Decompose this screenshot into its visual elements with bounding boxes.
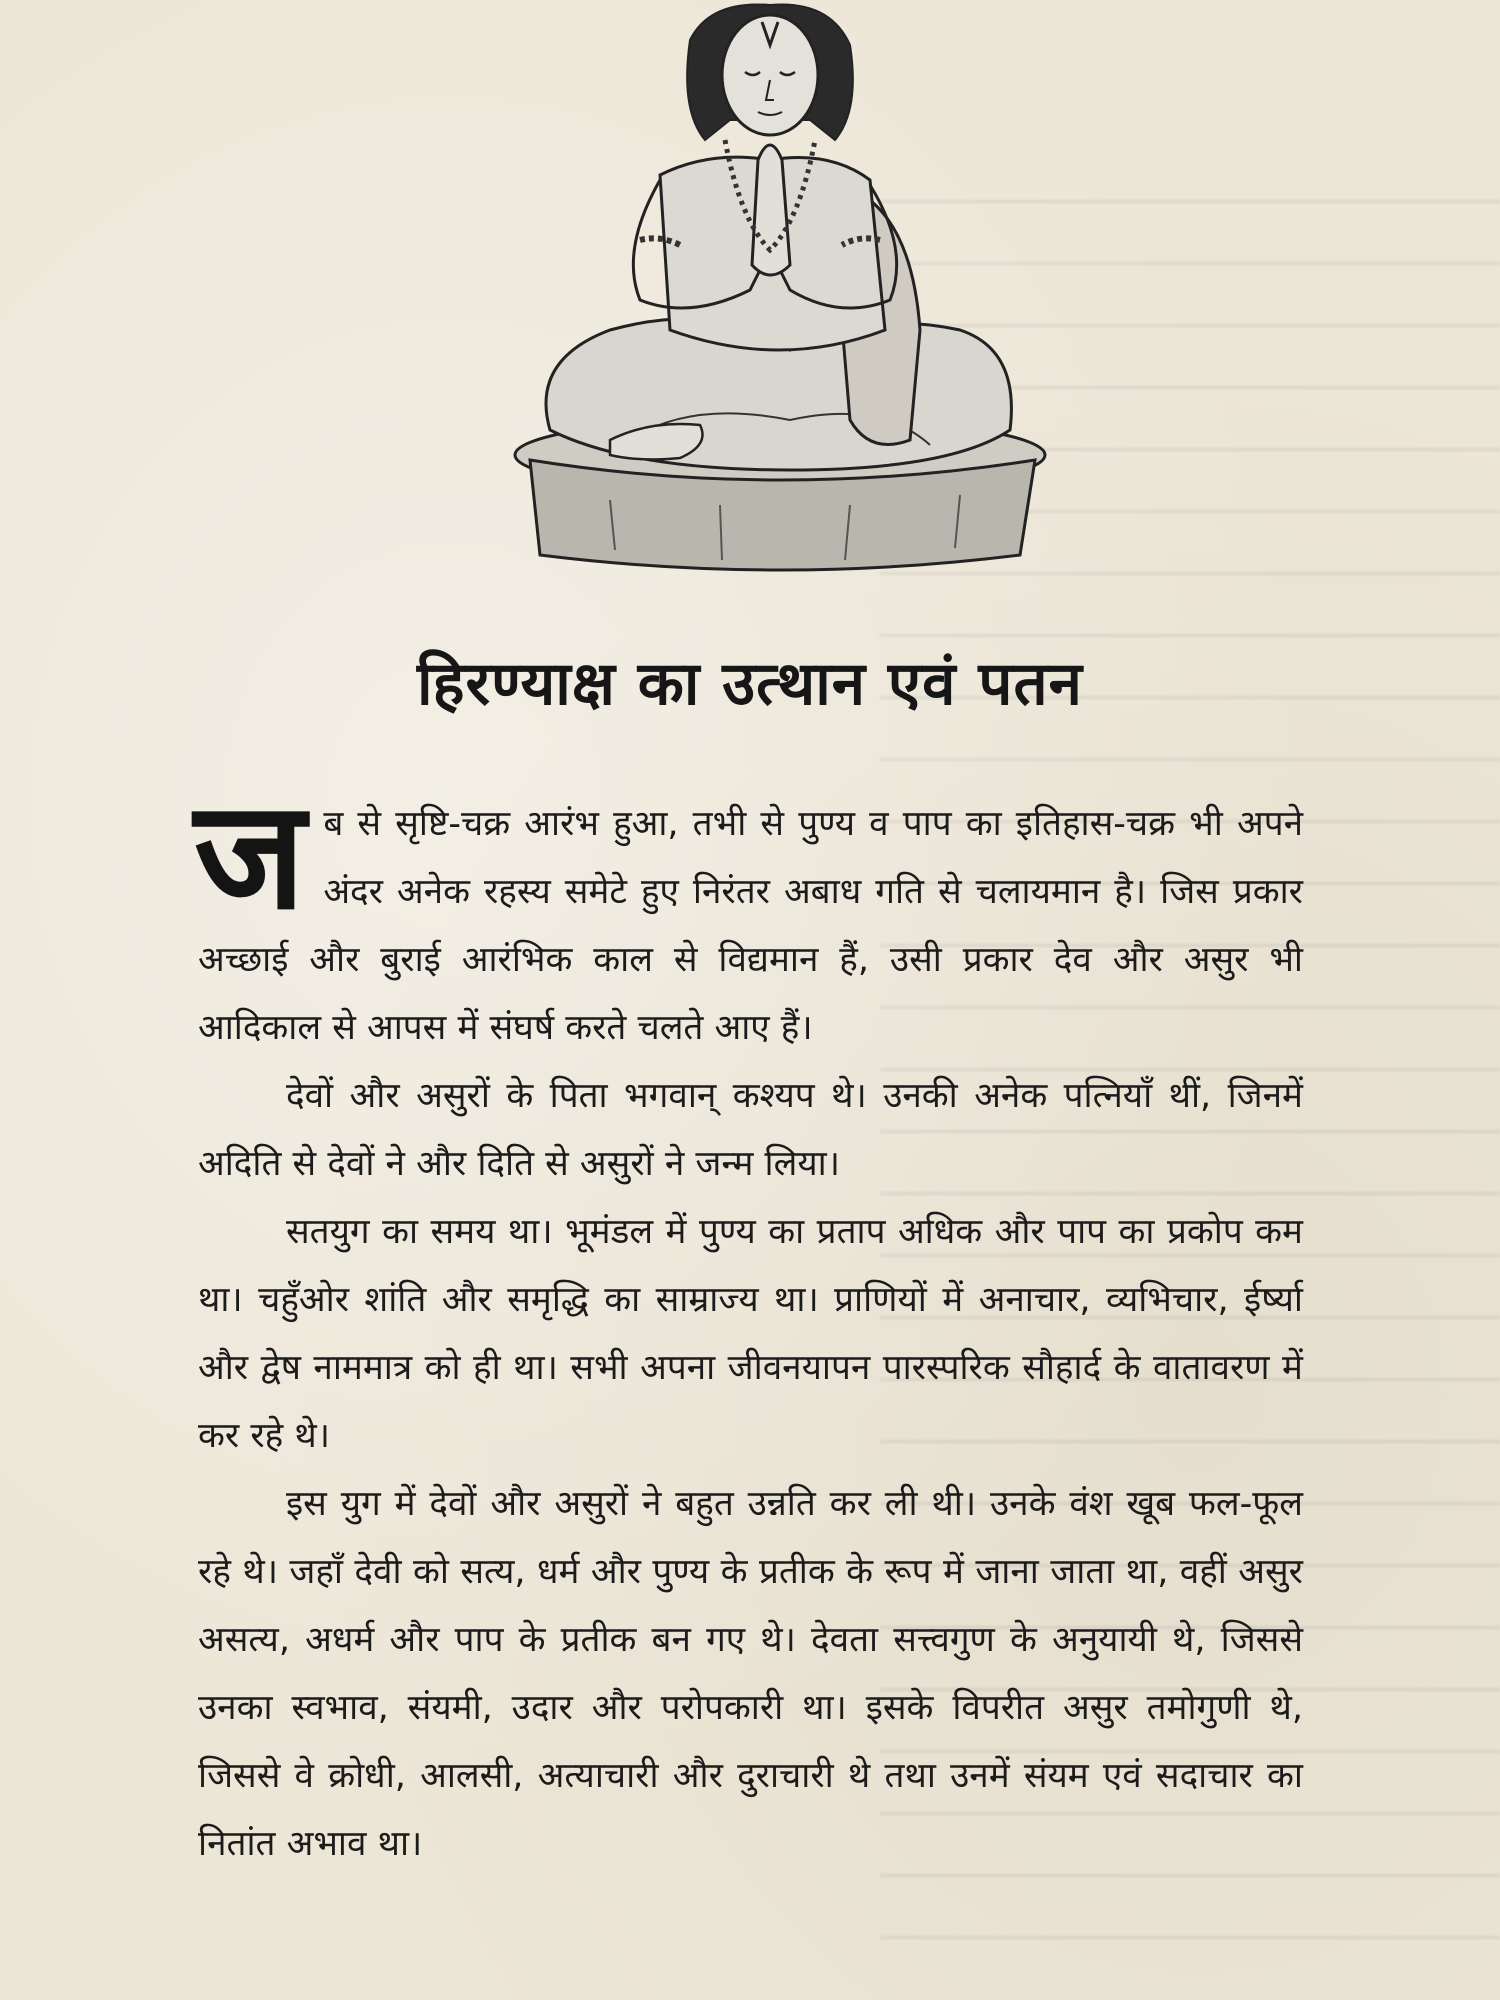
chapter-body [194, 769, 1304, 1878]
sage-illustration [490, 0, 1050, 580]
paragraph-4: इस युग में देवों और असुरों ने बहुत उन्नति कर ली थी। उनके वंश खूब फल-फूल रहे थे। जहाँ देवी को सत्य, धर्म और पुण्य के प्रतीक के रूप में जाना जाता था, वहीं असुर असत्य, अधर्म और पाप के प्रतीक बन गए थे। देवता सत्त्वगुण के अनुयायी थे, जिससे उनका स्वभाव, संयमी, उदार और परोपकारी था। इसके विपरीत असुर तमोगुणी थे, जिससे वे क्रोधी, आलसी, अत्याचारी और दुराचारी थे तथा उनमें संयम एवं सदाचार का नितांत अभाव था। [198, 1484, 1304, 1864]
drop-cap: ज [194, 769, 306, 943]
paragraph-3: सतयुग का समय था। भूमंडल में पुण्य का प्रताप अधिक और पाप का प्रकोप कम था। चहुँओर शांति और समृद्धि का साम्राज्य था। प्राणियों में अनाचार, व्यभिचार, ईर्ष्या और द्वेष नाममात्र को ही था। सभी अपना जीवनयापन पारस्परिक सौहार्द के वातावरण में कर रहे थे। [198, 1212, 1303, 1456]
paragraph-1 [194, 769, 1303, 1062]
paragraph-2: देवों और असुरों के पिता भगवान् कश्यप थे। उनकी अनेक पत्नियाँ थीं, जिनमें अदिति से देवों ने और दिति से असुरों ने जन्म लिया। [198, 1076, 1303, 1184]
face [722, 15, 818, 135]
paragraph-1-text: ब से सृष्टि-चक्र आरंभ हुआ, तभी से पुण्य व पाप का इतिहास-चक्र भी अपने अंदर अनेक रहस्य समेटे हुए निरंतर अबाध गति से चलायमान है। जिस प्रकार अच्छाई और बुराई आरंभिक काल से विद्यमान हैं, उसी प्रकार देव और असुर भी आदिकाल से आपस में संघर्ष करते चलते आए हैं। [198, 804, 1303, 1048]
chapter-title: हिरण्याक्ष का उत्थान एवं पतन [417, 649, 1083, 719]
